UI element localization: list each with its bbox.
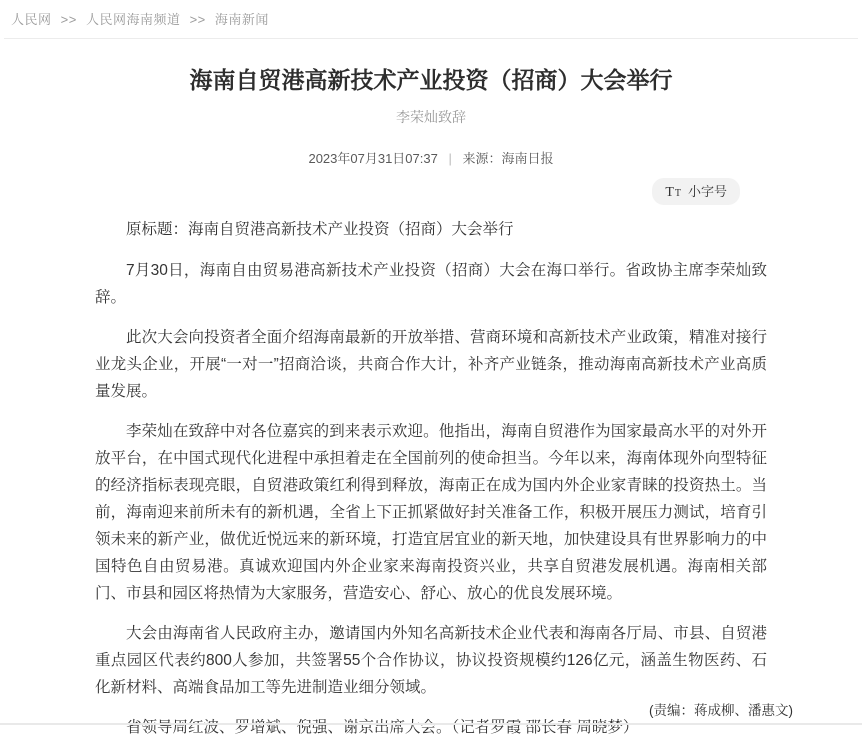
font-size-button[interactable] [652, 178, 740, 205]
breadcrumb-item-section[interactable]: 海南新闻 [214, 12, 269, 27]
article-paragraph: 此次大会向投资者全面介绍海南最新的开放举措、营商环境和高新技术产业政策，精准对接行业龙头企业，开展“一对一”招商洽谈，共商合作大计，补齐产业链条，推动海南高新技术产业高质量发展。 [95, 329, 767, 400]
article-meta [0, 148, 862, 167]
font-size-icon: TT [665, 185, 682, 200]
article-body [95, 216, 767, 741]
page-title: 海南自贸港高新技术产业投资（招商）大会举行 [189, 67, 673, 93]
article-paragraph: 省领导周红波、罗增斌、倪强、谢京出席大会。（记者罗霞 邵长春 周晓梦） [126, 719, 639, 736]
publish-date: 2023年07月31日07:37 [308, 151, 438, 166]
breadcrumb-separator: >> [60, 12, 77, 27]
article-paragraph: 李荣灿在致辞中对各位嘉宾的到来表示欢迎。他指出，海南自贸港作为国家最高水平的对外开放平台，在中国式现代化进程中承担着走在全国前列的使命担当。今年以来，海南体现外向型特征的经济指标表现亮眼，自贸港政策红利得到释放，海南正在成为国内外企业家青睐的投资热土。当前，海南迎来前所未有的新机遇，全省上下正抓紧做好封关准备工作，积极开展压力测试，培育引领未来的新产业，做优近悦远来的新环境，打造宜居宜业的新天地，加快建设具有世界影响力的中国特色自由贸易港。真诚欢迎国内外企业家来海南投资兴业，共享自贸港发展机遇。海南相关部门、市县和园区将热情为大家服务，营造安心、舒心、放心的优良发展环境。 [95, 423, 767, 602]
top-divider [4, 38, 858, 39]
font-size-button-label: 小字号 [687, 184, 727, 199]
breadcrumb-item-channel[interactable]: 人民网海南频道 [85, 12, 181, 27]
editor-note: (责编：蒋成柳、潘惠文) [649, 703, 793, 718]
article-paragraph: 大会由海南省人民政府主办，邀请国内外知名高新技术企业代表和海南各厅局、市县、自贸港重点园区代表约800人参加，共签署55个合作协议，协议投资规模约126亿元，涵盖生物医药、石化新材料、高端食品加工等先进制造业细分领域。 [95, 625, 767, 696]
article-paragraph: 7月30日，海南自由贸易港高新技术产业投资（招商）大会在海口举行。省政协主席李荣灿致辞。 [95, 262, 767, 306]
breadcrumb [0, 0, 862, 38]
article-header [0, 65, 862, 201]
article-subtitle: 李荣灿致辞 [396, 109, 466, 125]
source-name: 海南日报 [501, 151, 554, 166]
source-label: 来源： [462, 151, 502, 166]
breadcrumb-separator: >> [189, 12, 206, 27]
breadcrumb-item-home[interactable]: 人民网 [11, 12, 52, 27]
original-title: 原标题：海南自贸港高新技术产业投资（招商）大会举行 [126, 221, 514, 238]
meta-separator: | [448, 151, 452, 166]
article-toolbar [0, 178, 862, 201]
